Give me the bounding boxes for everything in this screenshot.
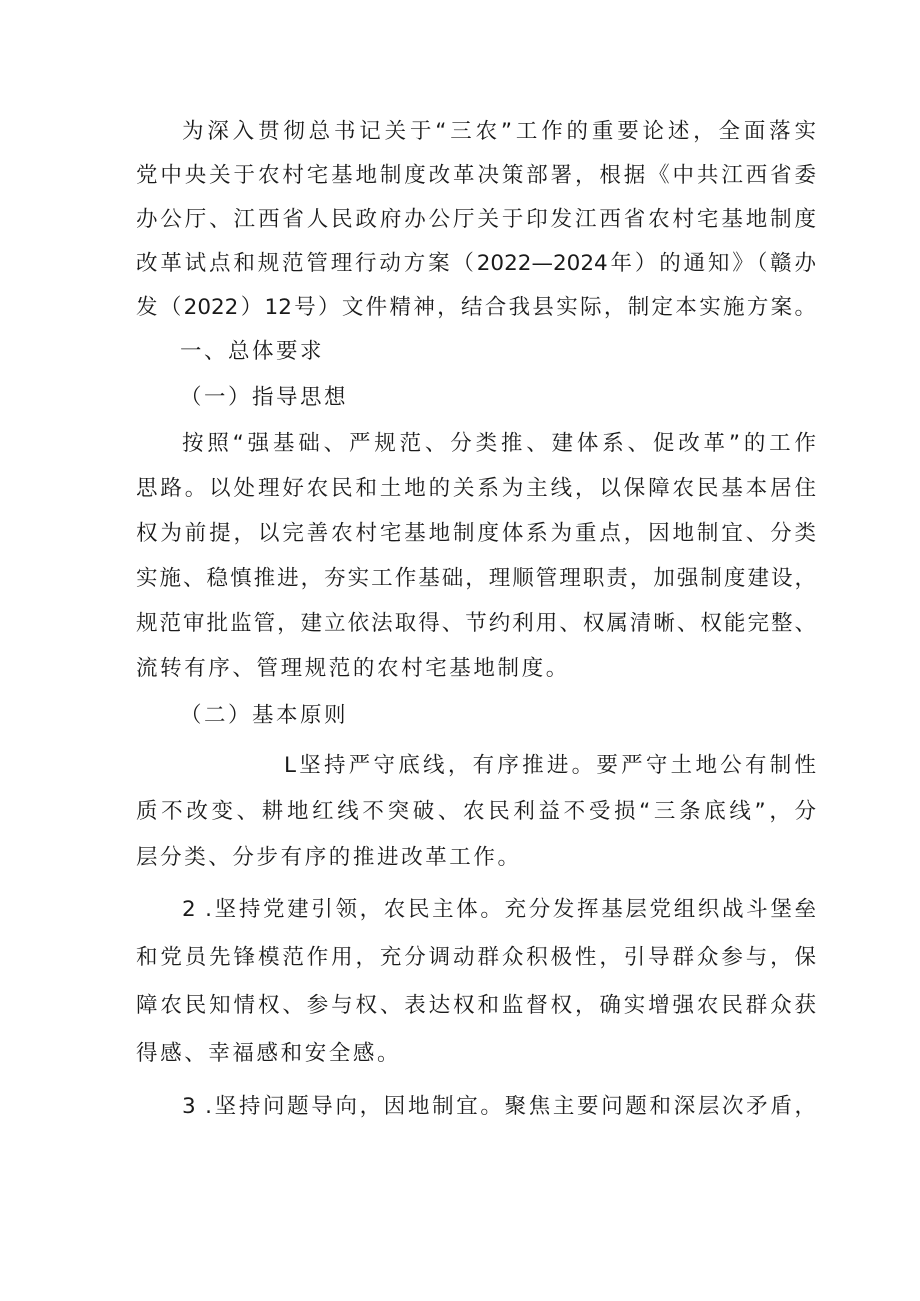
- paragraph-line: 障农民知情权、参与权、表达权和监督权，确实增强农民群众获: [136, 993, 816, 1018]
- paragraph-line: 和党员先锋模范作用，充分调动群众积极性，引导群众参与，保: [136, 945, 816, 970]
- paragraph-line: 按照“强基础、严规范、分类推、建体系、促改革”的工作: [182, 431, 816, 456]
- paragraph-line: 流转有序、管理规范的农村宅基地制度。: [136, 656, 570, 681]
- paragraph-line: 权为前提，以完善农村宅基地制度体系为重点，因地制宜、分类: [136, 521, 816, 546]
- paragraph-line: 为深入贯彻总书记关于“三农”工作的重要论述，全面落实: [182, 119, 816, 144]
- paragraph-line: 得感、幸福感和安全感。: [136, 1041, 402, 1066]
- paragraph-line: 改革试点和规范管理行动方案（2022—2024年）的通知》（赣办: [136, 251, 816, 276]
- section-heading: 一、总体要求: [180, 339, 325, 364]
- paragraph-line: 规范审批监管，建立依法取得、节约利用、权属清晰、权能完整、: [136, 611, 816, 636]
- paragraph-line: 办公厅、江西省人民政府办公厅关于印发江西省农村宅基地制度: [136, 207, 816, 232]
- subsection-heading: （一）指导思想: [180, 385, 349, 410]
- paragraph-line: 2 .坚持党建引领，农民主体。充分发挥基层党组织战斗堡垒: [182, 897, 816, 922]
- paragraph-line: 质不改变、耕地红线不突破、农民利益不受损“三条底线”，分: [136, 799, 816, 824]
- paragraph-line: 实施、稳慎推进，夯实工作基础，理顺管理职责，加强制度建设，: [136, 566, 816, 591]
- paragraph-line: 思路。以处理好农民和土地的关系为主线，以保障农民基本居住: [136, 476, 816, 501]
- paragraph-line: 党中央关于农村宅基地制度改革决策部署，根据《中共江西省委: [136, 163, 816, 188]
- paragraph-line: 发（2022）12号）文件精神，结合我县实际，制定本实施方案。: [136, 295, 816, 320]
- paragraph-line: 3 .坚持问题导向，因地制宜。聚焦主要问题和深层次矛盾，: [182, 1094, 816, 1119]
- paragraph-line: 层分类、分步有序的推进改革工作。: [136, 845, 522, 870]
- subsection-heading: （二）基本原则: [180, 703, 349, 728]
- paragraph-line: L坚持严守底线，有序推进。要严守土地公有制性: [284, 753, 816, 778]
